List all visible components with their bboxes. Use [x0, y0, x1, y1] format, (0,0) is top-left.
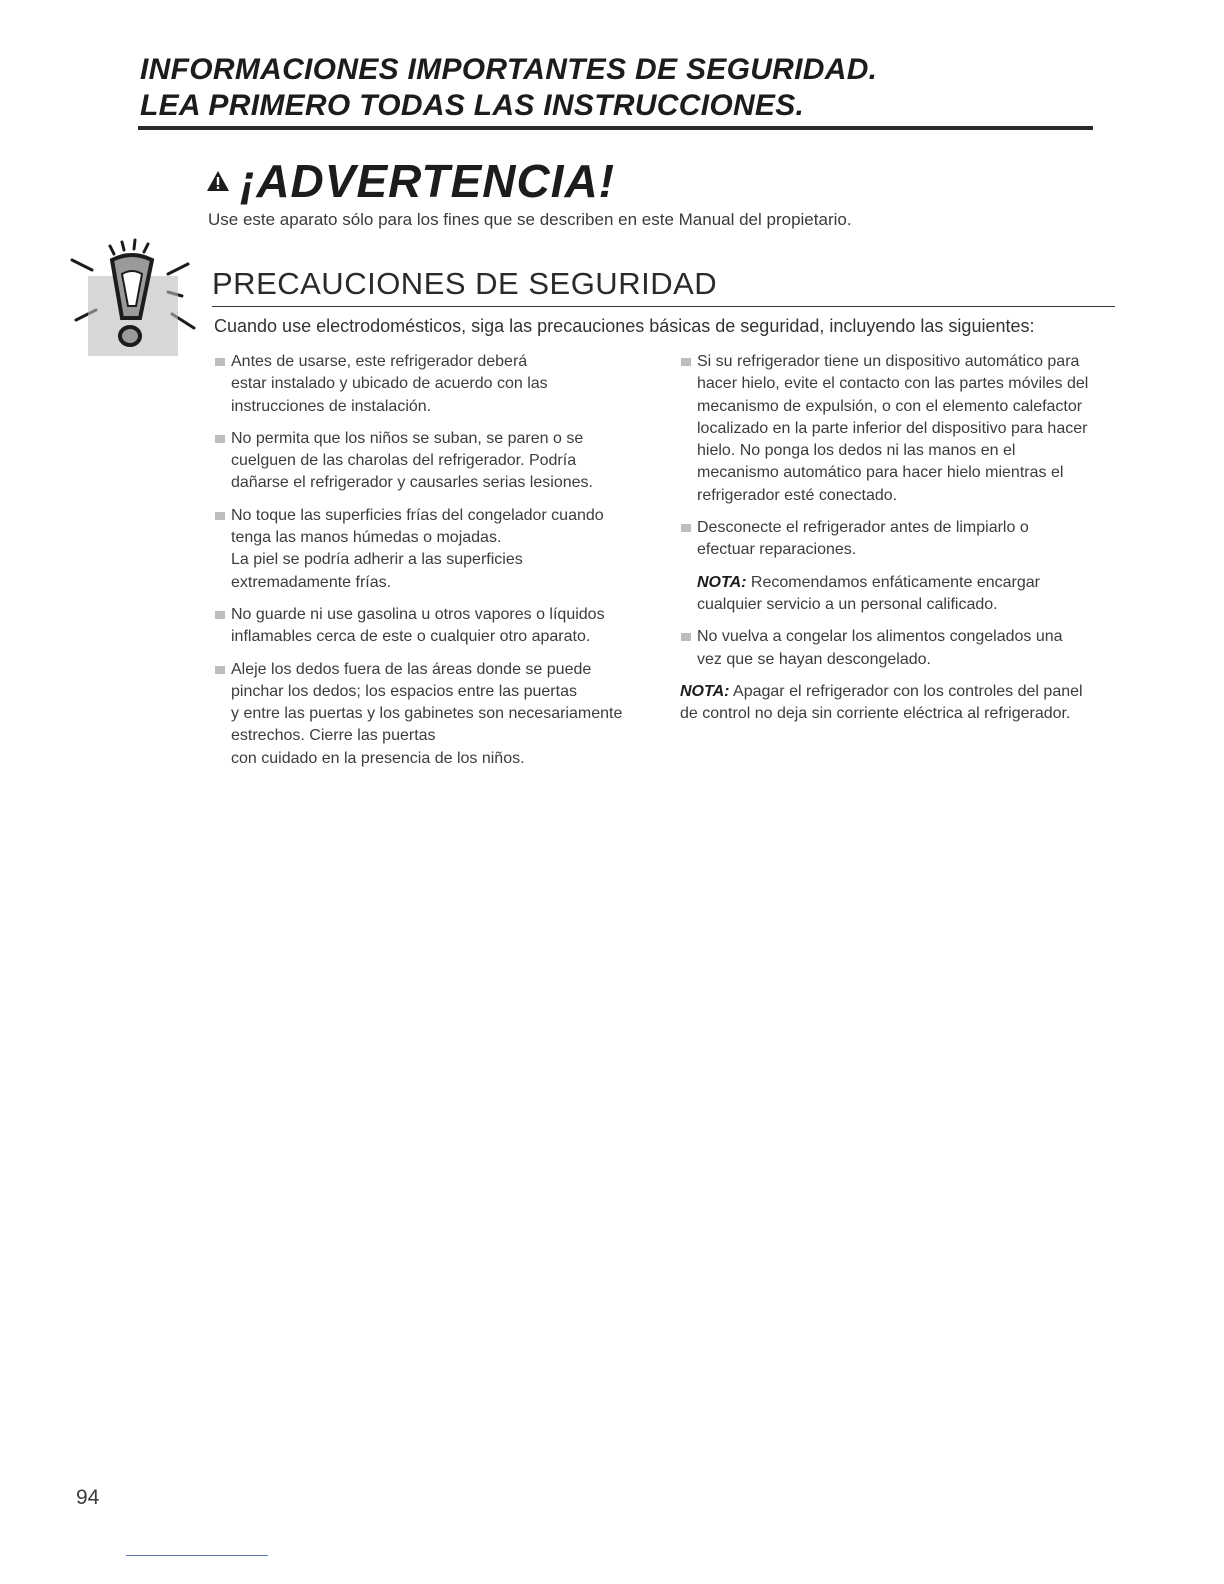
- bullet-item: [680, 351, 1125, 507]
- warning-title: ¡ADVERTENCIA!: [240, 155, 616, 207]
- bullet-item: [214, 351, 654, 418]
- bullet-square-icon: [681, 358, 691, 366]
- section-divider: [212, 306, 1115, 307]
- bullet-item: [680, 626, 1125, 671]
- item-line: refrigerador esté conectado.: [697, 486, 898, 504]
- note-label: NOTA:: [680, 682, 730, 700]
- bullet-item: [214, 428, 654, 495]
- item-line: vez que se hayan descongelado.: [697, 650, 931, 668]
- item-line: No guarde ni use gasolina u otros vapores o líquidos: [231, 605, 605, 623]
- service-note: [680, 572, 1125, 617]
- item-line: hacer hielo, evite el contacto con las partes móviles del: [697, 375, 1089, 393]
- item-line: tenga las manos húmedas o mojadas.: [231, 529, 502, 547]
- bullet-square-icon: [215, 435, 225, 443]
- note-label: NOTA:: [697, 573, 747, 591]
- power-note: [680, 681, 1125, 726]
- item-line: Si su refrigerador tiene un dispositivo automático para: [697, 353, 1080, 370]
- bullet-item: [214, 604, 654, 649]
- left-column: [214, 351, 654, 780]
- item-line: inflamables cerca de este o cualquier otro aparato.: [231, 628, 591, 646]
- item-line: instrucciones de instalación.: [231, 397, 432, 415]
- note-line: cualquier servicio a un personal calificado.: [697, 595, 998, 613]
- page-header: [140, 52, 1095, 124]
- item-line: cuelguen de las charolas del refrigerador. Podría: [231, 452, 577, 470]
- bullet-item: [214, 659, 654, 770]
- item-line: estrechos. Cierre las puertas: [231, 727, 436, 745]
- note-line: [697, 572, 1125, 594]
- item-line: extremadamente frías.: [231, 573, 392, 591]
- note-text: Apagar el refrigerador con los controles del panel: [733, 682, 1083, 700]
- note-text: Recomendamos enfáticamente encargar: [750, 573, 1040, 591]
- bullet-square-icon: [215, 666, 225, 674]
- bullet-item: [680, 517, 1125, 562]
- section-intro: Cuando use electrodomésticos, siga las precauciones básicas de seguridad, incluyendo las siguientes:: [214, 316, 1035, 336]
- item-line: pinchar los dedos; los espacios entre las puertas: [231, 682, 577, 700]
- section-title: PRECAUCIONES DE SEGURIDAD: [212, 266, 718, 301]
- exclamation-burst-icon: [62, 236, 198, 360]
- bullet-item: [214, 505, 654, 594]
- item-line: efectuar reparaciones.: [697, 541, 857, 559]
- warning-triangle-icon: [206, 170, 230, 192]
- note-line: [680, 681, 1125, 703]
- page-number: 94: [76, 1486, 100, 1509]
- warning-intro: Use este aparato sólo para los fines que se describen en este Manual del propietario.: [208, 210, 852, 229]
- footer-divider: [126, 1555, 268, 1556]
- bullet-square-icon: [681, 524, 691, 532]
- item-line: Antes de usarse, este refrigerador deberá: [231, 353, 528, 370]
- bullet-square-icon: [681, 633, 691, 641]
- item-line: No vuelva a congelar los alimentos congelados una: [697, 628, 1063, 646]
- note-line: de control no deja sin corriente eléctrica al refrigerador.: [680, 705, 1071, 723]
- bullet-square-icon: [215, 611, 225, 619]
- item-line: No toque las superficies frías del congelador cuando: [231, 506, 604, 524]
- item-line: mecanismo automático para hacer hielo mientras el: [697, 464, 1064, 482]
- warning-heading: [206, 154, 615, 208]
- item-line: mecanismo de expulsión, o con el elemento calefactor: [697, 397, 1083, 415]
- item-line: con cuidado en la presencia de los niños.: [231, 749, 525, 767]
- item-line: estar instalado y ubicado de acuerdo con las: [231, 375, 548, 393]
- item-line: localizado en la parte inferior del dispositivo para hacer: [697, 419, 1088, 437]
- item-line: Desconecte el refrigerador antes de limpiarlo o: [697, 519, 1029, 537]
- header-divider: [138, 126, 1093, 130]
- header-line-1: INFORMACIONES IMPORTANTES DE SEGURIDAD.: [140, 53, 878, 86]
- right-column: [680, 351, 1125, 735]
- item-line: hielo. No ponga los dedos ni las manos en el: [697, 442, 1016, 460]
- item-line: dañarse el refrigerador y causarles serias lesiones.: [231, 474, 593, 492]
- item-line: y entre las puertas y los gabinetes son necesariamente: [231, 705, 623, 723]
- item-line: No permita que los niños se suban, se paren o se: [231, 429, 584, 447]
- header-line-2: LEA PRIMERO TODAS LAS INSTRUCCIONES.: [140, 89, 805, 122]
- item-line: La piel se podría adherir a las superficies: [231, 551, 523, 569]
- item-line: Aleje los dedos fuera de las áreas donde se puede: [231, 660, 592, 678]
- bullet-square-icon: [215, 512, 225, 520]
- bullet-square-icon: [215, 358, 225, 366]
